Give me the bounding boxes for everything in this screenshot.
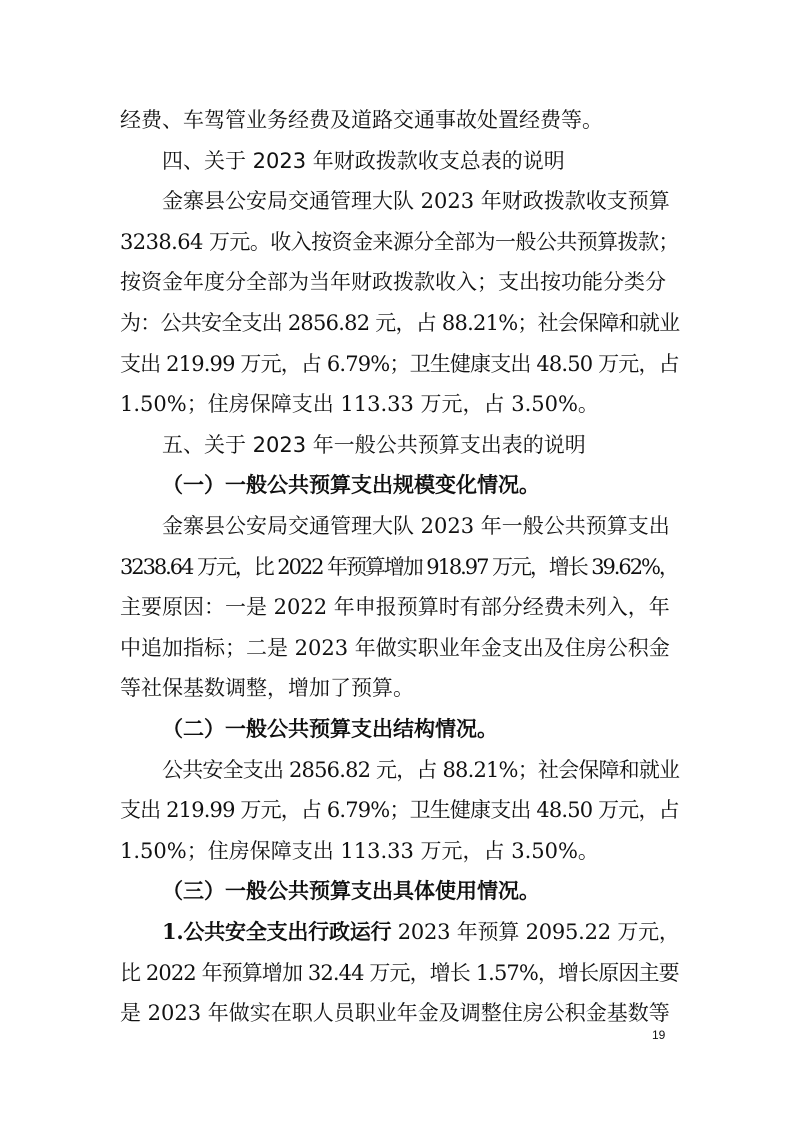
paragraph-line: 金寨县公安局交通管理大队 2023 年财政拨款收支预算 [162,189,670,214]
paragraph-line: 1.50%；住房保障支出 113.33 万元，占 3.50%。 [120,838,599,863]
subsection-heading-3: （三）一般公共预算支出具体使用情况。 [162,878,540,904]
item-1-label: 1.公共安全支出行政运行 [162,919,392,944]
subsection-heading-2: （二）一般公共预算支出结构情况。 [162,716,498,741]
section-heading-5: 五、关于 2023 年一般公共预算支出表的说明 [162,432,586,457]
paragraph-line: 按资金年度分全部为当年财政拨款收入；支出按功能分类分 [120,270,666,295]
item-1-line [162,918,680,946]
paragraph-line: 1.50%；住房保障支出 113.33 万元，占 3.50%。 [120,392,599,417]
paragraph-line: 是 2023 年做实在职人员职业年金及调整住房公积金基数等 [120,1001,670,1026]
paragraph-line: 为：公共安全支出 2856.82 元，占 88.21%；社会保障和就业 [120,311,680,335]
page-number: 19 [652,1027,666,1042]
item-1-text: 2023 年预算 2095.22 万元， [391,920,680,944]
paragraph-line: 公共安全支出 2856.82 元，占 88.21%；社会保障和就业 [162,757,680,782]
paragraph-line: 支出 219.99 万元，占 6.79%；卫生健康支出 48.50 万元，占 [120,798,679,823]
paragraph-line: 支出 219.99 万元，占 6.79%；卫生健康支出 48.50 万元，占 [120,351,679,376]
section-heading-4: 四、关于 2023 年财政拨款收支总表的说明 [162,148,565,173]
paragraph-line: 金寨县公安局交通管理大队 2023 年一般公共预算支出 [162,514,670,538]
paragraph-line: 3238.64 万元。收入按资金来源分全部为一般公共预算拨款； [120,229,679,254]
paragraph-line: 经费、车驾管业务经费及道路交通事故处置经费等。 [120,108,603,132]
paragraph-line: 主要原因：一是 2022 年申报预算时有部分经费未列入，年 [120,595,670,620]
paragraph-line: 3238.64 万元，比 2022 年预算增加 918.97 万元，增长 39.62%， [120,554,678,579]
subsection-heading-1: （一）一般公共预算支出规模变化情况。 [162,472,540,498]
paragraph-line: 等社保基数调整，增加了预算。 [120,676,414,701]
paragraph-line: 中追加指标；二是 2023 年做实职业年金支出及住房公积金 [120,635,670,660]
paragraph-line: 比 2022 年预算增加 32.44 万元，增长 1.57%，增长原因主要 [120,960,679,985]
